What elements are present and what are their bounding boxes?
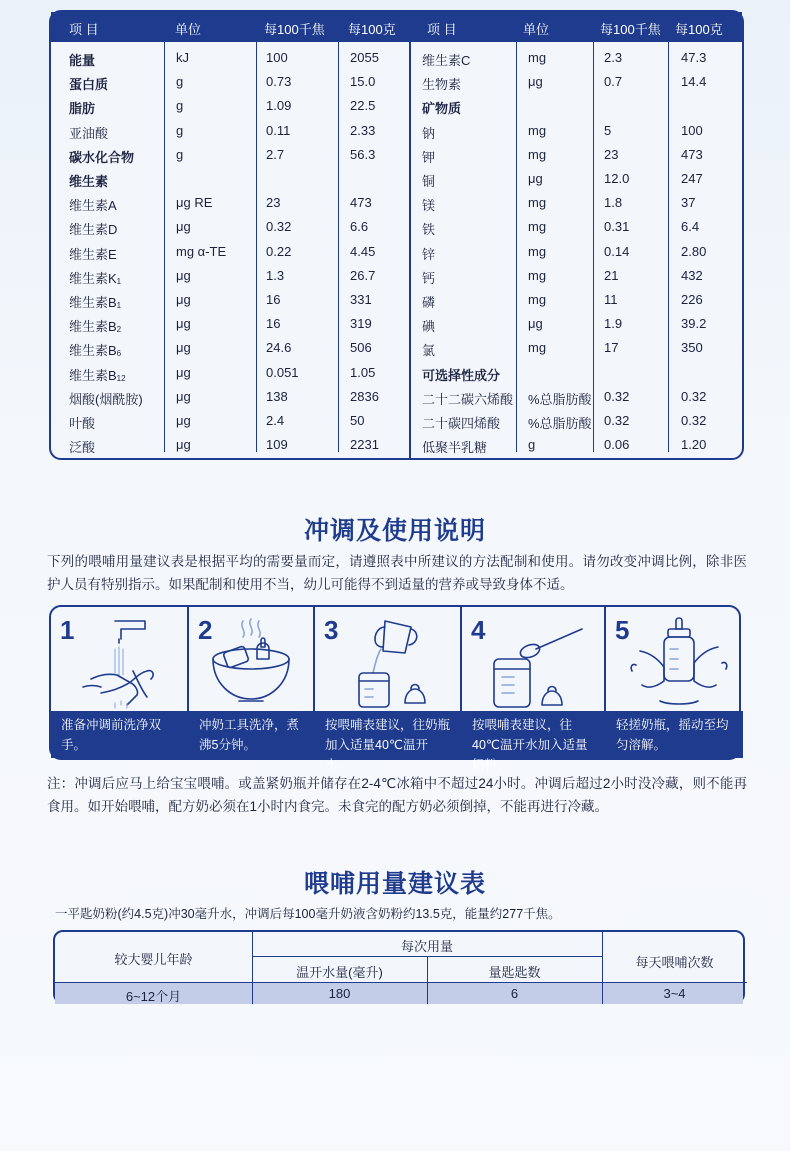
nutrient-per-kj: 109 [266, 437, 288, 452]
nutrient-per-g: 350 [681, 340, 703, 355]
nutrient-per-kj: 12.0 [604, 171, 630, 186]
nutrient-per-kj: 0.31 [604, 219, 630, 234]
nutrient-per-g: 15.0 [350, 74, 376, 89]
nutrient-per-kj: 0.14 [604, 244, 630, 259]
nutrient-per-kj: 0.06 [604, 437, 630, 452]
header-water: 温开水量(毫升) [296, 965, 383, 980]
nutrition-table [49, 10, 744, 460]
nutrient-unit: g [176, 74, 184, 89]
nutrient-per-g: 100 [681, 123, 703, 138]
nutrient-per-kj: 24.6 [266, 340, 292, 355]
nutrient-unit: g [528, 437, 536, 452]
nutrient-per-g: 4.45 [350, 244, 376, 259]
step-5 [606, 607, 743, 758]
nutrient-name: 维生素$B_1$ [69, 295, 122, 310]
instructions-intro: 下列的喂哺用量建议表是根据平均的需要量而定，请遵照表中所建议的方法配制和使用。请勿改变冲调比例，除非医护人员有特别指示。如果配制和使用不当，幼儿可能得不到适量的营养或导致身体不适。 [47, 554, 747, 592]
header-times: 每天喂哺次数 [635, 955, 714, 970]
step-caption: 轻搓奶瓶，摇动至均匀溶解。 [606, 711, 743, 758]
nutrient-unit: mg [528, 50, 547, 65]
nutrient-name: 脂肪 [69, 101, 96, 116]
nutrient-unit: μg [176, 389, 191, 404]
nutrient-name: 钠 [422, 126, 436, 141]
nutrient-per-g: 506 [350, 340, 372, 355]
nutrient-unit: μg [176, 340, 191, 355]
nutrient-name: 维生素$K_1$ [69, 271, 122, 286]
nutrient-per-kj: 100 [266, 50, 288, 65]
nutrient-unit: μg RE [176, 195, 213, 210]
nutrition-table-header [51, 12, 742, 42]
nutrient-unit: mg [528, 292, 547, 307]
nutrient-per-g: 47.3 [681, 50, 707, 65]
nutrient-name: 维生素$B_2$ [69, 319, 122, 334]
nutrient-per-kj: 0.11 [266, 123, 291, 138]
nutrient-unit: μg [528, 74, 543, 89]
nutrient-per-g: 14.4 [681, 74, 707, 89]
nutrient-unit: mg [528, 244, 547, 259]
column-divider [164, 42, 165, 452]
nutrient-per-kj: 21 [604, 268, 619, 283]
header-per-g-right: 每100克 [675, 22, 723, 37]
nutrient-per-g: 226 [681, 292, 703, 307]
header-per-kj-right: 每100千焦 [600, 22, 661, 37]
center-divider [409, 42, 411, 458]
nutrient-per-g: 56.3 [350, 147, 376, 162]
nutrient-per-g: 50 [350, 413, 365, 428]
nutrient-name: 维生素$B_6$ [69, 343, 122, 358]
row-divider [252, 956, 602, 957]
nutrient-per-kj: 2.7 [266, 147, 285, 162]
nutrient-unit: μg [176, 316, 191, 331]
step-caption: 准备冲调前洗净双手。 [51, 711, 187, 758]
nutrient-name: 维生素A [69, 198, 117, 213]
step-4 [462, 607, 604, 772]
nutrient-unit: kJ [176, 50, 189, 65]
header-per-kj: 每100千焦 [264, 22, 325, 37]
nutrient-per-g: 1.20 [681, 437, 707, 452]
column-divider [668, 42, 669, 452]
nutrient-per-g: 1.05 [350, 365, 376, 380]
header-scoops: 量匙匙数 [488, 965, 541, 980]
nutrient-name: 二十二碳六烯酸 [422, 392, 514, 407]
column-divider [516, 42, 517, 452]
cell-scoops: 6 [510, 986, 519, 1001]
instructions-title: 冲调及使用说明 [303, 517, 486, 545]
step-number: 2 [198, 615, 213, 645]
header-per-g: 每100克 [348, 22, 396, 37]
nutrient-per-kj: 138 [266, 389, 288, 404]
nutrient-unit: g [176, 147, 184, 162]
column-divider [338, 42, 339, 452]
nutrient-name: 矿物质 [422, 101, 462, 116]
nutrient-name: 可选择性成分 [422, 368, 501, 383]
header-unit-right: 单位 [523, 22, 550, 37]
nutrient-name: 磷 [422, 295, 436, 310]
nutrient-name: 碳水化合物 [69, 150, 135, 165]
nutrient-name: 氯 [422, 343, 436, 358]
nutrient-per-kj: 0.7 [604, 74, 623, 89]
step-2 [189, 607, 313, 758]
nutrient-per-kj: 0.051 [266, 365, 299, 380]
nutrient-name: 生物素 [422, 77, 462, 92]
nutrient-per-g: 473 [681, 147, 703, 162]
shake-bottle-icon [616, 615, 732, 711]
header-item: 项 目 [69, 22, 99, 37]
nutrient-per-g: 319 [350, 316, 372, 331]
nutrient-unit: g [176, 98, 184, 113]
nutrient-per-g: 2055 [350, 50, 379, 65]
column-divider [593, 42, 594, 452]
nutrient-name: 维生素$B_{12}$ [69, 368, 126, 383]
nutrient-unit: %总脂肪酸 [528, 416, 592, 431]
nutrient-per-kj: 0.32 [604, 413, 630, 428]
nutrient-per-g: 331 [350, 292, 372, 307]
nutrient-name: 亚油酸 [69, 126, 109, 141]
cell-age: 6~12个月 [125, 989, 182, 1004]
nutrient-per-kj: 0.32 [266, 219, 292, 234]
nutrient-per-g: 22.5 [350, 98, 376, 113]
nutrient-per-g: 247 [681, 171, 703, 186]
nutrient-per-kj: 16 [266, 292, 281, 307]
feeding-table [53, 930, 745, 1004]
nutrient-name: 碘 [422, 319, 436, 334]
nutrient-unit: mg [528, 219, 547, 234]
nutrient-per-g: 37 [681, 195, 696, 210]
nutrient-per-kj: 0.22 [266, 244, 292, 259]
nutrient-per-g: 0.32 [681, 413, 707, 428]
nutrient-name: 维生素E [69, 247, 117, 262]
step-1 [51, 607, 187, 758]
header-item-right: 项 目 [427, 22, 457, 37]
nutrient-unit: μg [528, 171, 543, 186]
feeding-intro: 一平匙奶粉(约4.5克)冲30毫升水，冲调后每100毫升奶液含奶粉约13.5克，能量约277千焦。 [55, 907, 561, 921]
preparation-steps [49, 605, 741, 772]
nutrient-per-g: 2231 [350, 437, 379, 452]
nutrient-per-kj: 2.4 [266, 413, 285, 428]
nutrient-per-kj: 23 [604, 147, 619, 162]
nutrient-per-kj: 1.9 [604, 316, 623, 331]
nutrient-per-g: 6.4 [681, 219, 700, 234]
nutrient-unit: μg [176, 268, 191, 283]
nutrient-name: 二十碳四烯酸 [422, 416, 501, 431]
nutrient-per-g: 6.6 [350, 219, 369, 234]
step-number: 4 [471, 615, 486, 645]
nutrient-per-g: 2.33 [350, 123, 376, 138]
nutrient-unit: mg [528, 147, 547, 162]
nutrient-unit: μg [176, 365, 191, 380]
header-unit: 单位 [175, 22, 202, 37]
nutrient-per-g: 2836 [350, 389, 379, 404]
nutrient-unit: μg [176, 219, 191, 234]
nutrient-name: 铁 [422, 222, 436, 237]
step-caption: 按喂哺表建议，往40℃温开水加入适量奶粉。 [462, 711, 604, 758]
nutrient-per-kj: 0.73 [266, 74, 292, 89]
step-number: 5 [615, 615, 630, 645]
nutrient-unit: mg [528, 268, 547, 283]
column-divider [256, 42, 257, 452]
nutrient-per-kj: 1.09 [266, 98, 292, 113]
nutrient-unit: μg [176, 437, 191, 452]
nutrient-name: 钙 [422, 271, 436, 286]
nutrient-per-g: 473 [350, 195, 372, 210]
nutrient-name: 维生素 [69, 174, 109, 189]
pour-water-icon [325, 615, 441, 711]
row-divider [55, 982, 747, 983]
nutrient-name: 铜 [422, 174, 436, 189]
nutrient-unit: %总脂肪酸 [528, 392, 592, 407]
nutrient-per-kj: 17 [604, 340, 619, 355]
nutrient-per-kj: 11 [604, 292, 618, 307]
nutrient-per-g: 0.32 [681, 389, 707, 404]
nutrient-unit: μg [176, 413, 191, 428]
feeding-title: 喂哺用量建议表 [303, 870, 486, 898]
cell-water: 180 [328, 986, 351, 1001]
nutrient-unit: g [176, 123, 184, 138]
boiling-bowl-icon [199, 615, 315, 711]
step-number: 1 [60, 615, 75, 645]
nutrient-per-kj: 0.32 [604, 389, 630, 404]
step-caption: 按喂哺表建议，往奶瓶加入适量40℃温开水。 [315, 711, 460, 758]
nutrient-unit: mg [528, 123, 547, 138]
nutrient-name: 镁 [422, 198, 436, 213]
nutrient-per-g: 432 [681, 268, 703, 283]
nutrient-name: 维生素C [422, 53, 471, 68]
nutrient-per-g: 2.80 [681, 244, 707, 259]
nutrient-unit: mg α-TE [176, 244, 227, 259]
scoop-powder-icon [472, 615, 588, 711]
header-per-feed: 每次用量 [400, 939, 453, 954]
nutrient-name: 低聚半乳糖 [422, 440, 488, 455]
nutrient-per-g: 39.2 [681, 316, 707, 331]
nutrient-name: 钾 [422, 150, 436, 165]
step-number: 3 [324, 615, 339, 645]
nutrient-unit: mg [528, 340, 547, 355]
nutrient-per-kj: 5 [604, 123, 612, 138]
nutrient-per-kj: 1.3 [266, 268, 285, 283]
nutrient-name: 叶酸 [69, 416, 96, 431]
nutrient-per-kj: 2.3 [604, 50, 623, 65]
nutrient-name: 锌 [422, 247, 436, 262]
nutrient-per-kj: 23 [266, 195, 281, 210]
storage-note: 注：冲调后应马上给宝宝喂哺。或盖紧奶瓶并储存在2-4℃冰箱中不超过24小时。冲调后超过2小时没冷藏，则不能再食用。如开始喂哺，配方奶必须在1小时内食完。未食完的配方奶必须倒掉，不能再进行冷藏。 [47, 776, 747, 814]
nutrient-name: 烟酸(烟酰胺) [69, 392, 143, 407]
hand-washing-icon [61, 615, 177, 711]
step-caption: 冲奶工具洗净，煮沸5分钟。 [189, 711, 313, 758]
nutrient-unit: mg [528, 195, 547, 210]
header-age: 较大婴儿年龄 [114, 952, 193, 967]
nutrient-unit: μg [176, 292, 191, 307]
nutrient-name: 能量 [69, 53, 96, 68]
step-3 [315, 607, 460, 772]
nutrient-per-g: 26.7 [350, 268, 376, 283]
nutrient-unit: μg [528, 316, 543, 331]
nutrient-per-kj: 16 [266, 316, 281, 331]
cell-times: 3~4 [663, 986, 686, 1001]
nutrient-name: 泛酸 [69, 440, 96, 455]
nutrient-per-kj: 1.8 [604, 195, 623, 210]
nutrient-name: 蛋白质 [69, 77, 109, 92]
nutrient-name: 维生素D [69, 222, 118, 237]
